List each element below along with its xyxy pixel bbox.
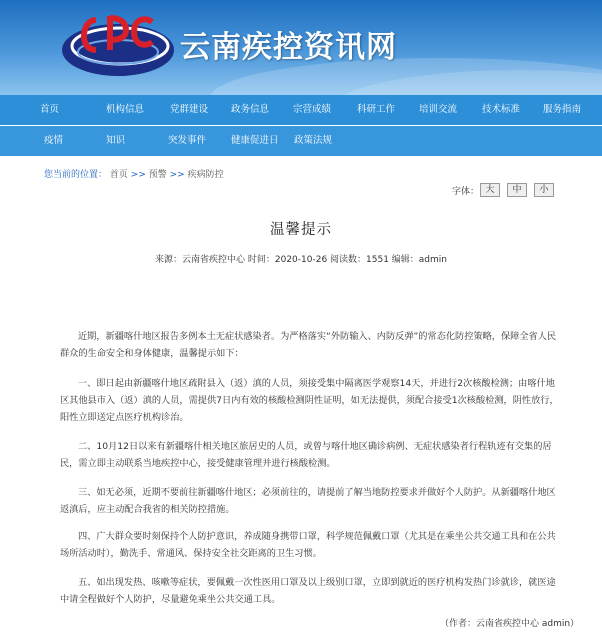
- nav-item-government[interactable]: 政务信息: [231, 104, 270, 115]
- nav-item-achievements[interactable]: 宗营成绩: [293, 104, 332, 115]
- site-banner: [0, 0, 602, 95]
- breadcrumb-separator: >>: [169, 170, 185, 180]
- article-paragraph: 一、即日起由新疆喀什地区疏附县入（返）滇的人员，须接受集中隔离医学观察14天，并进行2次核酸检测；由喀什地区其他县市入（返）滇的人员，需提供7日内有效的核酸检测阴性证明，如无法提供，须配合接受1次核酸检测，阴性放行，阳性立即送定点医疗机构诊治。: [60, 378, 559, 423]
- breadcrumb-prefix: 您当前的位置：: [44, 170, 108, 180]
- nav-row-secondary: [0, 126, 602, 156]
- nav-item-emergency[interactable]: 突发事件: [168, 135, 207, 146]
- font-small-button[interactable]: 小: [534, 183, 554, 197]
- nav-item-party[interactable]: 党群建设: [170, 104, 209, 115]
- article-paragraph: 三、如无必须，近期不要前往新疆喀什地区；必须前往的，请提前了解当地防控要求并做好个人防护。从新疆喀什地区返滇后，应主动配合我省的相关防控措施。: [60, 487, 556, 515]
- main-nav: [0, 95, 602, 156]
- nav-item-research[interactable]: 科研工作: [357, 104, 396, 115]
- site-title: 云南疾控资讯网: [180, 30, 397, 65]
- nav-item-standards[interactable]: 技术标准: [482, 104, 521, 115]
- nav-item-training[interactable]: 培训交流: [419, 104, 458, 115]
- logo-lettering: CDC: [116, 82, 120, 83]
- breadcrumb-home[interactable]: 首页: [109, 170, 128, 180]
- font-medium-button[interactable]: 中: [507, 183, 527, 197]
- breadcrumb-disease-control[interactable]: 疾病防控: [187, 170, 224, 180]
- nav-item-policy[interactable]: 政策法规: [294, 135, 333, 146]
- nav-item-health-day[interactable]: 健康促进日: [231, 135, 279, 146]
- nav-item-epidemic[interactable]: 疫情: [44, 135, 64, 146]
- font-size-label: 字体：: [452, 187, 480, 197]
- nav-item-knowledge[interactable]: 知识: [106, 135, 126, 146]
- article-author: （作者：云南省疾控中心 admin）: [440, 619, 580, 629]
- article-paragraph: 二、10月12日以来有新疆喀什相关地区旅居史的人员，或曾与喀什地区确诊病例、无症状感染者行程轨迹有交集的居民，需立即主动联系当地疾控中心，接受健康管理并进行核酸检测。: [60, 441, 552, 469]
- breadcrumb-warning[interactable]: 预警: [148, 170, 167, 180]
- article-meta: 来源：云南省疾控中心 时间：2020-10-26 阅读数：1551 编辑：admin: [155, 255, 447, 265]
- breadcrumb-separator: >>: [130, 170, 146, 180]
- font-large-button[interactable]: 大: [480, 183, 500, 197]
- nav-row-primary: [0, 95, 602, 125]
- cdc-logo[interactable]: [58, 6, 178, 86]
- nav-item-service-guide[interactable]: 服务指南: [543, 104, 582, 115]
- article-paragraph: 近期，新疆喀什地区报告多例本土无症状感染者。为严格落实“外防输入、内防反弹”的常态化防控策略，保障全省人民群众的生命安全和身体健康，温馨提示如下：: [60, 331, 557, 359]
- article-paragraph: 四、广大群众要时刻保持个人防护意识，养成随身携带口罩，科学规范佩戴口罩（尤其是在乘坐公共交通工具和在公共场所活动时），勤洗手、常通风、保持安全社交距离的卫生习惯。: [60, 531, 556, 559]
- nav-item-institution[interactable]: 机构信息: [106, 104, 145, 115]
- article-paragraph: 五、如出现发热、咳嗽等症状，要佩戴一次性医用口罩及以上级别口罩，立即到就近的医疗机构发热门诊就诊，就医途中请全程做好个人防护，尽量避免乘坐公共交通工具。: [60, 577, 556, 605]
- breadcrumb: [44, 167, 224, 180]
- nav-item-home[interactable]: 首页: [40, 104, 60, 115]
- article-title: 温馨提示: [270, 222, 332, 238]
